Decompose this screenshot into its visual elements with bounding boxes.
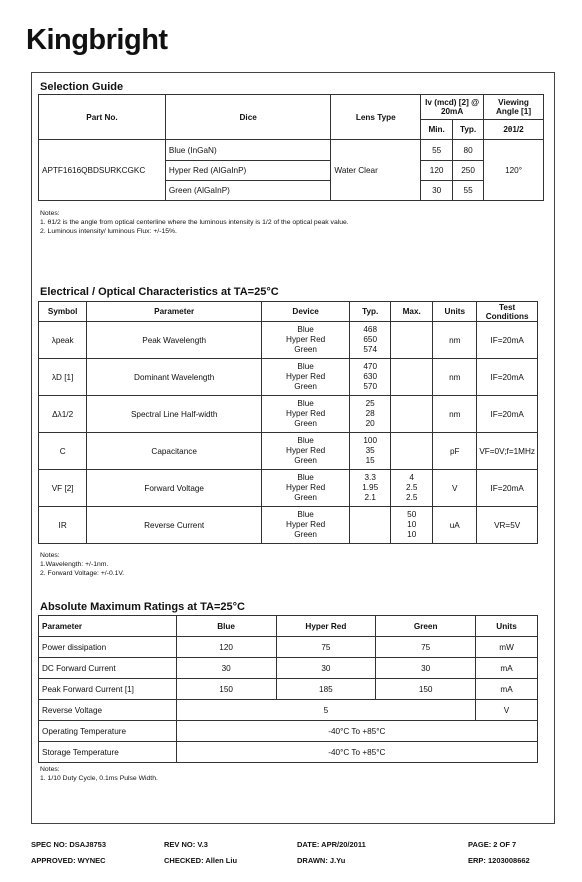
blue-cell: 30 bbox=[176, 658, 276, 679]
part-number: APTF1616QBDSURKCGKC bbox=[39, 140, 166, 201]
typ-cell-line: 570 bbox=[363, 382, 378, 391]
param-cell: Reverse Voltage bbox=[39, 700, 177, 721]
symbol-cell: λD [1] bbox=[39, 359, 87, 396]
device-cell-line: Hyper Red bbox=[286, 483, 326, 492]
electrical-notes bbox=[40, 551, 124, 578]
typ-cell: 80 bbox=[453, 140, 484, 161]
condition-cell: VR=5V bbox=[477, 507, 538, 544]
typ-cell bbox=[350, 507, 391, 544]
red-cell: 185 bbox=[276, 679, 376, 700]
parameter-cell: Reverse Current bbox=[87, 507, 262, 544]
symbol-cell: λpeak bbox=[39, 322, 87, 359]
device-cell-line: Green bbox=[294, 530, 317, 539]
max-cell-line: 4 bbox=[409, 473, 414, 482]
units-cell: mW bbox=[476, 637, 538, 658]
header-symbol: Symbol bbox=[39, 302, 87, 322]
typ-cell-line: 468 bbox=[363, 325, 378, 334]
max-cell-line: 2.5 bbox=[406, 493, 418, 502]
green-cell: 150 bbox=[376, 679, 476, 700]
header-dice: Dice bbox=[165, 95, 331, 140]
selection-notes bbox=[40, 209, 349, 236]
table-row bbox=[39, 359, 538, 396]
condition-cell: IF=20mA bbox=[477, 359, 538, 396]
footer-spec: SPEC NO: DSAJ8753 bbox=[31, 840, 107, 849]
parameter-cell: Peak Wavelength bbox=[87, 322, 262, 359]
footer-page: PAGE: 2 OF 7 bbox=[468, 840, 517, 849]
device-cell-line: Hyper Red bbox=[286, 409, 326, 418]
dice-cell: Hyper Red (AlGaInP) bbox=[165, 161, 331, 181]
typ-cell-line: 574 bbox=[363, 345, 378, 354]
footer-checked: CHECKED: Allen Liu bbox=[164, 856, 238, 865]
note-line: Notes: bbox=[40, 766, 60, 773]
absolute-notes bbox=[40, 765, 158, 783]
typ-cell-line: 2.1 bbox=[364, 493, 376, 502]
header-part-no: Part No. bbox=[39, 95, 166, 140]
header-parameter: Parameter bbox=[39, 616, 177, 637]
units-cell: nm bbox=[433, 396, 477, 433]
note-line: 1. 1/10 Duty Cycle, 0.1ms Pulse Width. bbox=[40, 775, 158, 782]
typ-cell: 250 bbox=[453, 161, 484, 181]
param-cell: Operating Temperature bbox=[39, 721, 177, 742]
typ-cell-line: 630 bbox=[363, 372, 378, 381]
max-cell bbox=[391, 359, 433, 396]
units-cell: nm bbox=[433, 359, 477, 396]
device-cell-line: Blue bbox=[297, 325, 314, 334]
lens-type: Water Clear bbox=[331, 140, 421, 201]
header-typ: Typ. bbox=[350, 302, 391, 322]
param-cell: DC Forward Current bbox=[39, 658, 177, 679]
electrical-table bbox=[38, 301, 538, 544]
device-cell-line: Green bbox=[294, 345, 317, 354]
device-cell bbox=[262, 470, 350, 507]
storage-temp-value: -40°C To +85°C bbox=[176, 742, 537, 763]
max-cell-line: 50 bbox=[407, 510, 417, 519]
device-cell-line: Green bbox=[294, 493, 317, 502]
typ-cell bbox=[350, 470, 391, 507]
units-cell: pF bbox=[433, 433, 477, 470]
header-parameter: Parameter bbox=[87, 302, 262, 322]
typ-cell-line: 20 bbox=[365, 419, 375, 428]
max-cell bbox=[391, 396, 433, 433]
blue-cell: 150 bbox=[176, 679, 276, 700]
header-units: Units bbox=[433, 302, 477, 322]
device-cell-line: Green bbox=[294, 419, 317, 428]
header-units: Units bbox=[476, 616, 538, 637]
device-cell bbox=[262, 359, 350, 396]
footer-erp: ERP: 1203008662 bbox=[468, 856, 530, 865]
typ-cell-line: 100 bbox=[363, 436, 378, 445]
viewing-angle: 120° bbox=[484, 140, 544, 201]
units-cell: uA bbox=[433, 507, 477, 544]
device-cell-line: Hyper Red bbox=[286, 372, 326, 381]
symbol-cell: IR bbox=[39, 507, 87, 544]
absolute-table bbox=[38, 615, 538, 763]
typ-cell bbox=[350, 433, 391, 470]
units-cell: V bbox=[476, 700, 538, 721]
table-row bbox=[39, 396, 538, 433]
header-min: Min. bbox=[421, 120, 453, 140]
typ-cell-line: 470 bbox=[363, 362, 378, 371]
brand-logo: Kingbright bbox=[26, 24, 168, 56]
note-line: 1.Wavelength: +/-1nm. bbox=[40, 561, 109, 568]
symbol-cell: C bbox=[39, 433, 87, 470]
typ-cell bbox=[350, 322, 391, 359]
device-cell-line: Hyper Red bbox=[286, 520, 326, 529]
header-typ: Typ. bbox=[453, 120, 484, 140]
typ-cell-line: 1.95 bbox=[362, 483, 379, 492]
dice-cell: Green (AlGaInP) bbox=[165, 181, 331, 201]
table-row bbox=[39, 742, 538, 763]
min-cell: 30 bbox=[421, 181, 453, 201]
typ-cell bbox=[350, 396, 391, 433]
typ-cell-line: 650 bbox=[363, 335, 378, 344]
header-lens-type: Lens Type bbox=[331, 95, 421, 140]
absolute-title: Absolute Maximum Ratings at TA=25°C bbox=[40, 601, 245, 613]
device-cell-line: Blue bbox=[297, 362, 314, 371]
table-row bbox=[39, 433, 538, 470]
typ-cell-line: 3.3 bbox=[364, 473, 376, 482]
max-cell bbox=[391, 507, 433, 544]
header-max: Max. bbox=[391, 302, 433, 322]
parameter-cell: Capacitance bbox=[87, 433, 262, 470]
max-cell-line: 10 bbox=[407, 520, 417, 529]
header-theta: 2θ1/2 bbox=[484, 120, 544, 140]
table-row bbox=[39, 140, 544, 161]
min-cell: 55 bbox=[421, 140, 453, 161]
table-row bbox=[39, 700, 538, 721]
device-cell-line: Hyper Red bbox=[286, 335, 326, 344]
table-row bbox=[39, 679, 538, 700]
table-row bbox=[39, 658, 538, 679]
header-device: Device bbox=[262, 302, 350, 322]
device-cell-line: Green bbox=[294, 382, 317, 391]
typ-cell: 55 bbox=[453, 181, 484, 201]
device-cell bbox=[262, 433, 350, 470]
table-row bbox=[39, 507, 538, 544]
param-cell: Power dissipation bbox=[39, 637, 177, 658]
units-cell: V bbox=[433, 470, 477, 507]
max-cell-line: 10 bbox=[407, 530, 417, 539]
header-test-conditions: Test Conditions bbox=[477, 302, 538, 322]
max-cell bbox=[391, 470, 433, 507]
condition-cell: VF=0V;f=1MHz bbox=[477, 433, 538, 470]
device-cell bbox=[262, 322, 350, 359]
min-cell: 120 bbox=[421, 161, 453, 181]
selection-title: Selection Guide bbox=[40, 81, 124, 93]
device-cell-line: Blue bbox=[297, 473, 314, 482]
header-hyper-red: Hyper Red bbox=[276, 616, 376, 637]
red-cell: 75 bbox=[276, 637, 376, 658]
footer-approved: APPROVED: WYNEC bbox=[31, 856, 106, 865]
table-row bbox=[39, 470, 538, 507]
operating-temp-value: -40°C To +85°C bbox=[176, 721, 537, 742]
symbol-cell: Δλ1/2 bbox=[39, 396, 87, 433]
footer-drawn: DRAWN: J.Yu bbox=[297, 856, 346, 865]
footer-date: DATE: APR/20/2011 bbox=[297, 840, 366, 849]
dice-cell: Blue (InGaN) bbox=[165, 140, 331, 161]
selection-table bbox=[38, 94, 544, 201]
electrical-title: Electrical / Optical Characteristics at TA=25°C bbox=[40, 286, 279, 298]
header-iv: Iv (mcd) [2] @ 20mA bbox=[421, 95, 484, 120]
device-cell bbox=[262, 507, 350, 544]
note-line: 2. Luminous intensity/ luminous Flux: +/-15%. bbox=[40, 228, 177, 235]
condition-cell: IF=20mA bbox=[477, 396, 538, 433]
table-row bbox=[39, 721, 538, 742]
typ-cell-line: 28 bbox=[365, 409, 375, 418]
max-cell bbox=[391, 322, 433, 359]
blue-cell: 120 bbox=[176, 637, 276, 658]
header-viewing-angle: Viewing Angle [1] bbox=[484, 95, 544, 120]
device-cell-line: Blue bbox=[297, 510, 314, 519]
typ-cell-line: 35 bbox=[365, 446, 375, 455]
device-cell-line: Hyper Red bbox=[286, 446, 326, 455]
typ-cell-line: 25 bbox=[365, 399, 375, 408]
parameter-cell: Spectral Line Half-width bbox=[87, 396, 262, 433]
green-cell: 30 bbox=[376, 658, 476, 679]
footer-rev: REV NO: V.3 bbox=[164, 840, 208, 849]
max-cell bbox=[391, 433, 433, 470]
note-line: 2. Forward Voltage: +/-0.1V. bbox=[40, 570, 125, 577]
device-cell-line: Green bbox=[294, 456, 317, 465]
parameter-cell: Forward Voltage bbox=[87, 470, 262, 507]
table-row bbox=[39, 322, 538, 359]
parameter-cell: Dominant Wavelength bbox=[87, 359, 262, 396]
units-cell: nm bbox=[433, 322, 477, 359]
header-blue: Blue bbox=[176, 616, 276, 637]
green-cell: 75 bbox=[376, 637, 476, 658]
device-cell bbox=[262, 396, 350, 433]
units-cell: mA bbox=[476, 658, 538, 679]
table-row bbox=[39, 637, 538, 658]
device-cell-line: Blue bbox=[297, 399, 314, 408]
typ-cell-line: 15 bbox=[365, 456, 375, 465]
note-line: 1. θ1/2 is the angle from optical centerline where the luminous intensity is 1/2 of the optical peak value. bbox=[40, 219, 349, 226]
condition-cell: IF=20mA bbox=[477, 470, 538, 507]
device-cell-line: Blue bbox=[297, 436, 314, 445]
condition-cell: IF=20mA bbox=[477, 322, 538, 359]
max-cell-line: 2.5 bbox=[406, 483, 418, 492]
param-cell: Peak Forward Current [1] bbox=[39, 679, 177, 700]
symbol-cell: VF [2] bbox=[39, 470, 87, 507]
typ-cell bbox=[350, 359, 391, 396]
note-line: Notes: bbox=[40, 552, 60, 559]
note-line: Notes: bbox=[40, 210, 60, 217]
reverse-voltage-value: 5 bbox=[176, 700, 475, 721]
red-cell: 30 bbox=[276, 658, 376, 679]
param-cell: Storage Temperature bbox=[39, 742, 177, 763]
units-cell: mA bbox=[476, 679, 538, 700]
header-green: Green bbox=[376, 616, 476, 637]
